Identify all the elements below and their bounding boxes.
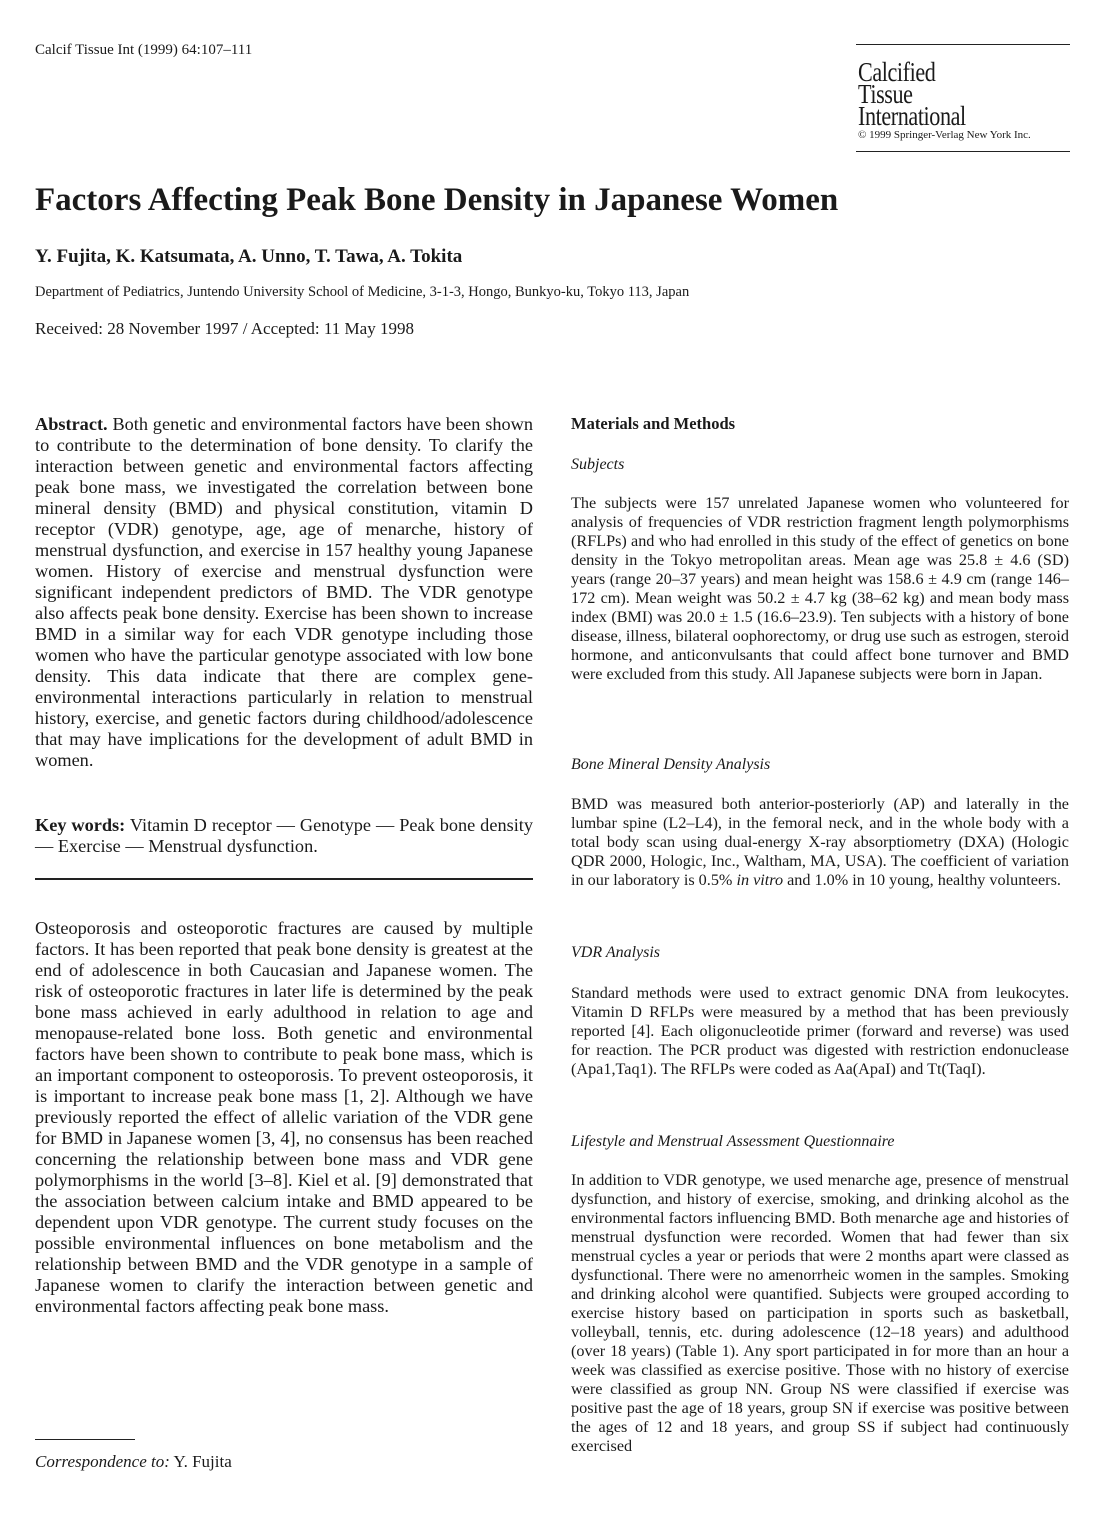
lifestyle-paragraph: In addition to VDR genotype, we used menarche age, presence of menstrual dysfunction, and history of exercise, smoking, and drinking alcohol as the environmental factors influencing BMD. Both menarche age and histories of menstrual dysfunction were recorded. Women that had fewer than six menstrual cycles a year or periods that were 2 months apart were classed as dysfunctional. There were no amenorrheic women in the samples. Smoking and drinking alcohol were quantified. Subjects were grouped according to exercise history based on participation in sports such as basketball, volleyball, tennis, etc. during adolescence (12–18 years) and adulthood (over 18 years) (Table 1). Any sport participated in for more than an hour a week was classified as exercise positive. Those with no history of exercise were classified as group NN. Group NS were classified if exercise was positive past the age of 18 years, group SN if exercise was positive between the ages of 12 and 18 years, and group SS if subject had continuously exercised — [571, 1171, 1069, 1455]
abstract-text: Both genetic and environmental factors have been shown to contribute to the determination of bone density. To clarify the interaction between genetic and environmental factors affecting peak bone mass, we investigated the correlation between bone mineral density (BMD) and physical constitution, vitamin D receptor (VDR) genotype, age, age of menarche, history of menstrual dysfunction, and exercise in 157 healthy young Japanese women. History of exercise and menstrual dysfunction were significant independent predictors of BMD. The VDR genotype also affects peak bone density. Exercise has been shown to increase BMD in a similar way for each VDR genotype including those women who have the particular genotype associated with low bone density. This data indicate that there are complex gene-environmental interactions particularly in relation to menstrual history, exercise, and genetic factors during childhood/adolescence that may have implications for the development of adult BMD in women. — [35, 414, 533, 770]
abstract — [35, 414, 533, 771]
bmd-analysis-heading: Bone Mineral Density Analysis — [571, 756, 771, 773]
keywords-label: Key words: — [35, 815, 126, 835]
section-divider — [35, 878, 533, 880]
copyright-notice: © 1999 Springer-Verlag New York Inc. — [858, 129, 1031, 141]
logo-line-3: International — [858, 101, 966, 131]
bmd-text-part1: BMD was measured both anterior-posteriorly (AP) and laterally in the lumbar spine (L2–L4), in the femoral neck, and in the whole body with a total body scan using dual-energy X-ray absorptiometry (DXA) (Hologic QDR 2000, Hologic, Inc., Waltham, MA, USA). The coefficient of variation in our laboratory is 0.5% — [571, 795, 1069, 889]
bmd-text-italic: in vitro — [736, 871, 784, 889]
journal-logo — [856, 44, 1070, 152]
article-title: Factors Affecting Peak Bone Density in Japanese Women — [35, 182, 839, 218]
affiliation: Department of Pediatrics, Juntendo University School of Medicine, 3-1-3, Hongo, Bunkyo-ku, Tokyo 113, Japan — [35, 284, 690, 300]
received-dates: Received: 28 November 1997 / Accepted: 11 May 1998 — [35, 319, 414, 338]
subjects-paragraph: The subjects were 157 unrelated Japanese women who volunteered for analysis of frequencies of VDR restriction fragment length polymorphisms (RFLPs) and who had enrolled in this study of the effect of genetics on bone density in the Tokyo metropolitan areas. Mean age was 25.8 ± 4.6 (SD) years (range 20–37 years) and mean height was 158.6 ± 4.9 cm (range 146–172 cm). Mean weight was 50.2 ± 4.7 kg (38–62 kg) and mean body mass index (BMI) was 20.0 ± 1.5 (16.6–23.9). Ten subjects with a history of bone disease, illness, bilateral oophorectomy, or drug use such as estrogen, steroid hormone, and anticonvulsants that could affect bone turnover and BMD were excluded from this study. All Japanese subjects were born in Japan. — [571, 494, 1069, 683]
correspondence-note — [35, 1452, 232, 1472]
logo-line-1: Calcified — [858, 57, 936, 87]
footnote-divider — [35, 1439, 135, 1440]
subjects-heading: Subjects — [571, 456, 625, 473]
correspondence-label: Correspondence to: — [35, 1452, 170, 1471]
introduction-paragraph: Osteoporosis and osteoporotic fractures are caused by multiple factors. It has been reported that peak bone density is greatest at the end of adolescence in both Caucasian and Japanese women. The risk of osteoporotic fractures in later life is determined by the peak bone mass achieved in early adulthood in relation to age and menopause-related bone loss. Both genetic and environmental factors have been shown to contribute to peak bone mass, which is an important component to osteoporosis. To prevent osteoporosis, it is important to increase peak bone mass [1, 2]. Although we have previously reported the effect of allelic variation of the VDR gene for BMD in Japanese women [3, 4], no consensus has been reached concerning the relationship between bone mass and VDR gene polymorphisms in the world [3–8]. Kiel et al. [9] demonstrated that the association between calcium intake and BMD appeared to be dependent upon VDR genotype. The current study focuses on the possible environmental influences on bone metabolism and the relationship between BMD and the VDR genotype in a sample of Japanese women to clarify the interaction between genetic and environmental factors affecting peak bone mass. — [35, 918, 533, 1316]
author-list: Y. Fujita, K. Katsumata, A. Unno, T. Tawa, A. Tokita — [35, 246, 463, 267]
vdr-analysis-paragraph: Standard methods were used to extract genomic DNA from leukocytes. Vitamin D RFLPs were measured by a method that has been previously reported [4]. Each oligonucleotide primer (forward and reverse) was used for reaction. The PCR product was digested with restriction endonuclease (Apa1,Taq1). The RFLPs were coded as Aa(ApaI) and Tt(TaqI). — [571, 984, 1069, 1078]
vdr-analysis-heading: VDR Analysis — [571, 944, 661, 961]
logo-line-2: Tissue — [858, 79, 913, 109]
keywords — [35, 815, 533, 857]
correspondence-name: Y. Fujita — [173, 1452, 232, 1471]
lifestyle-heading: Lifestyle and Menstrual Assessment Questionnaire — [571, 1133, 895, 1150]
journal-citation: Calcif Tissue Int (1999) 64:107–111 — [35, 42, 253, 58]
methods-heading: Materials and Methods — [571, 414, 736, 433]
bmd-analysis-paragraph — [571, 795, 1069, 890]
bmd-text-part2: and 1.0% in 10 young, healthy volunteers. — [787, 871, 1061, 889]
abstract-label: Abstract. — [35, 414, 108, 434]
keywords-text: Vitamin D receptor — Genotype — Peak bone density — Exercise — Menstrual dysfunction. — [35, 815, 533, 856]
